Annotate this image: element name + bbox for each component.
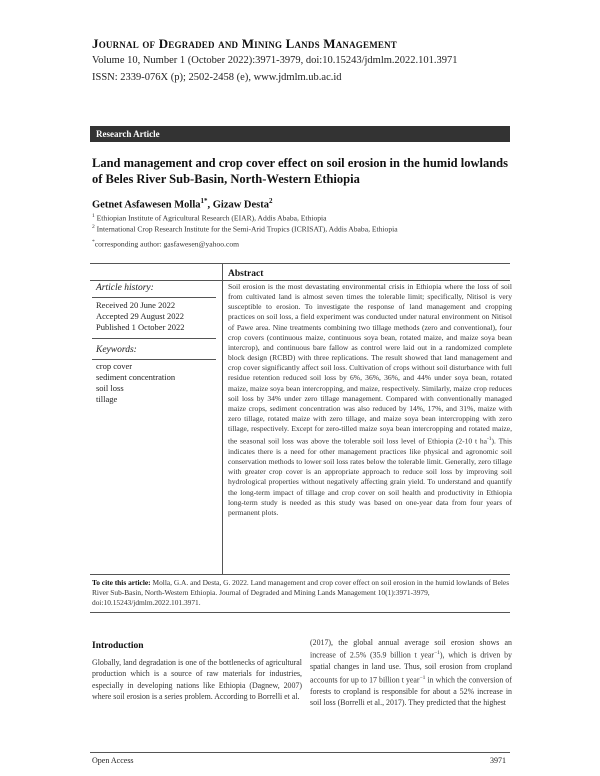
- intro-superscript-1: −1: [434, 650, 440, 657]
- keyword-item: soil loss: [96, 383, 124, 393]
- abstract-text-part-a: Soil erosion is the most devastating environmental crisis in Ethiopia where the loss of soil from cultivated land is almost seven times the tolerable limit; specifically, Nitisol is very susceptible to erosion. To investigate the response of land management and cropping practices on soil loss, a field experiment was conducted under natural environment on Nitisol of Pawe area. Nine treatments combining two tillage methods (zero and conventional), four crop covers (continuous maize, continuous soya bean, rotated maize, and maize soya bean intercrop), and continuous bare fallow as control were laid out in a randomized complete block design (RCBD) with three replications. The result showed that land management and crop cover significantly affect soil loss. Cultivation of crops without soil disturbance with full residue retention reduced soil loss by 6%, 36%, 36%, and 44% under soya bean, rotated maize, maize soya bean intercropping, and maize, respectively. Similarly, maize crop reduces soil loss by 34% under zero tillage management. Compared with conventionally managed maize crops, sediment concentration was also reduced by 14%, 17%, and 31%, maize with zero tillage, rotated maize with zero tillage, and maize soya bean intercropping with zero tillage, respectively. Except for zero-tilled maize soya bean intercropping and rotated maize, the seasonal soil loss was above the tolerable soil loss level of Ethiopia (2-10 t ha: [228, 282, 512, 446]
- accepted-date: Accepted 29 August 2022: [96, 311, 185, 321]
- published-date: Published 1 October 2022: [96, 322, 185, 332]
- keywords-rule: [92, 359, 216, 360]
- footer-rule: [90, 752, 510, 753]
- article-history-heading: Article history:: [96, 283, 154, 293]
- abstract-heading: Abstract: [228, 269, 264, 279]
- affiliation-2: [92, 224, 398, 234]
- abstract-top-rule: [90, 263, 510, 264]
- author-separator: , Gizaw Desta: [207, 199, 270, 211]
- history-bottom-rule: [92, 338, 216, 339]
- citation-text: Molla, G.A. and Desta, G. 2022. Land management and crop cover effect on soil erosion in the humid lowlands of Beles River Sub-Basin, North-Western Ethiopia. Journal of Degraded and Mining Lands Management 10(1):3971-3979, doi:10.15243/jdmlm.2022.101.3971.: [92, 578, 510, 607]
- abstract-bottom-rule: [90, 574, 510, 575]
- authors: [92, 197, 273, 211]
- abstract-text-part-b: ). This indicates there is a need for other management practices like physical and agronomic soil conservation methods to lower soil loss rates below the tolerable limit. Generally, zero tillage with greater crop cover is an appropriate approach to reduce soil loss by improving soil hydrological properties without negatively affecting grain yield. To understand and quantify the long-term impact of tillage and crop cover on soil health and productivity in Ethiopia long-term study is needed as this study was based on one-year data from four years of permanent plots.: [228, 436, 512, 517]
- article-history-list: [96, 300, 185, 333]
- article-history-rule: [92, 297, 216, 298]
- abstract-superscript: -1: [486, 436, 492, 443]
- journal-issn-line: ISSN: 2339-076X (p); 2502-2458 (e), www.jdmlm.ub.ac.id: [92, 72, 342, 83]
- affiliation-number: 1: [92, 213, 95, 219]
- author-1: Getnet Asfawesen Molla: [92, 199, 201, 211]
- keyword-item: sediment concentration: [96, 372, 176, 382]
- keywords-heading: Keywords:: [96, 345, 137, 355]
- affiliation-text: International Crop Research Institute for the Semi-Arid Tropics (ICRISAT), Addis Ababa, Ethiopia: [96, 224, 398, 234]
- affiliation-text: Ethiopian Institute of Agricultural Research (EIAR), Addis Ababa, Ethiopia: [96, 213, 327, 223]
- journal-volume-line: Volume 10, Number 1 (October 2022):3971-3979, doi:10.15243/jdmlm.2022.101.3971: [92, 55, 458, 66]
- abstract-text: [228, 282, 512, 518]
- keyword-item: tillage: [96, 394, 118, 404]
- journal-title: Journal of Degraded and Mining Lands Management: [92, 36, 398, 51]
- author-2-affiliation-mark: 2: [269, 197, 273, 205]
- introduction-left-column: Globally, land degradation is one of the bottlenecks of agricultural production which is a source of raw materials for industries, especially in developing nations like Ethiopia (Dagnew, 2007) where soil erosion is a series problem. According to Borrelli et al.: [92, 658, 302, 702]
- introduction-right-column: [310, 637, 512, 709]
- article-type-badge: Research Article: [90, 126, 510, 142]
- affiliation-number: 2: [92, 224, 95, 230]
- intro-superscript-2: −1: [419, 674, 426, 681]
- citation-block: [92, 578, 512, 608]
- citation-bottom-rule: [90, 612, 510, 613]
- corresponding-author: [92, 239, 239, 249]
- intro-right-part-b: ), which is driven by spatial changes in land use. Thus, soil erosion from cropland accounts for up to 17 billion t year: [310, 651, 512, 685]
- received-date: Received 20 June 2022: [96, 300, 176, 310]
- keyword-item: crop cover: [96, 361, 133, 371]
- footer-open-access: Open Access: [92, 756, 134, 765]
- affiliation-1: [92, 213, 327, 223]
- intro-right-part-a: (2017), the global annual average soil erosion shows an increase of 2.5% (35.9 billion t year: [310, 638, 512, 661]
- intro-right-part-c: in which the conversion of forests to cropland is responsible for about a 52% increase in soil loss (Borrelli et al., 2017). They predicted that the highest: [310, 675, 512, 708]
- column-divider: [222, 263, 223, 574]
- footer-page-number: 3971: [490, 756, 506, 765]
- corresponding-author-email[interactable]: corresponding author: gasfawesen@yahoo.com: [94, 239, 240, 249]
- introduction-heading: Introduction: [92, 641, 144, 651]
- keywords-list: [96, 361, 175, 405]
- abstract-heading-rule: [90, 280, 510, 281]
- author-1-affiliation-mark: 1*: [200, 197, 208, 205]
- paper-title: Land management and crop cover effect on soil erosion in the humid lowlands of Beles River Sub-Basin, North-Western Ethiopia: [92, 156, 508, 186]
- citation-label: To cite this article:: [92, 578, 151, 587]
- corresponding-mark: *: [92, 239, 95, 245]
